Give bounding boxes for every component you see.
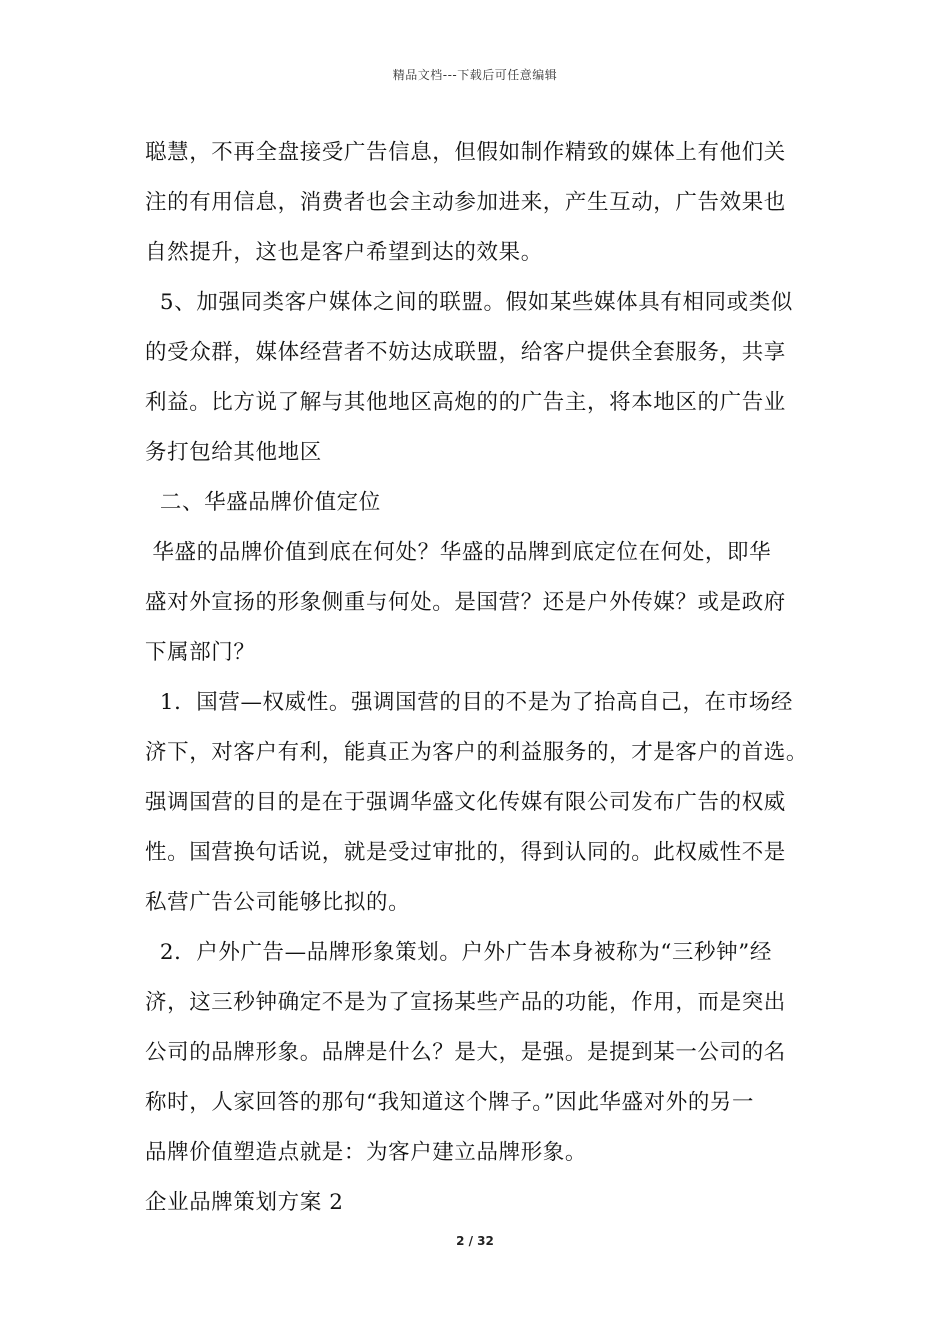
document-body [145,128,815,1228]
text-line: 公司的品牌形象。品牌是什么？是大，是强。是提到某一公司的名 [145,1040,786,1065]
text-line: 的受众群，媒体经营者不妨达成联盟，给客户提供全套服务，共享 [145,340,786,365]
text-line: 性。国营换句话说，就是受过审批的，得到认同的。此权威性不是 [145,840,786,865]
text-line: 济，这三秒钟确定不是为了宣扬某些产品的功能，作用，而是突出 [145,990,786,1015]
text-line: 2．户外广告—品牌形象策划。户外广告本身被称为“三秒钟”经 [145,940,772,965]
page-header: 精品文档---下载后可任意编辑 [392,68,558,82]
text-line: 利益。比方说了解与其他地区高炮的的广告主，将本地区的广告业 [145,390,786,415]
text-line: 自然提升，这也是客户希望到达的效果。 [145,240,543,265]
text-line: 济下，对客户有利，能真正为客户的利益服务的，才是客户的首选。 [145,740,809,765]
text-line: 称时，人家回答的那句“我知道这个牌子。”因此华盛对外的另一 [145,1090,755,1115]
text-line: 务打包给其他地区 [145,440,322,465]
text-line: 品牌价值塑造点就是：为客户建立品牌形象。 [145,1140,588,1165]
text-line: 华盛的品牌价值到底在何处？华盛的品牌到底定位在何处，即华 [145,540,772,565]
text-line: 强调国营的目的是在于强调华盛文化传媒有限公司发布广告的权威 [145,790,786,815]
text-line: 5、加强同类客户媒体之间的联盟。假如某些媒体具有相同或类似 [145,290,793,315]
page-number: 2 / 32 [456,1234,494,1248]
text-line: 注的有用信息，消费者也会主动参加进来，产生互动，广告效果也 [145,190,786,215]
section-title: 企业品牌策划方案 2 [145,1190,344,1215]
text-line: 下属部门？ [145,640,256,665]
section-heading: 二、华盛品牌价值定位 [145,490,381,515]
text-line: 盛对外宣扬的形象侧重与何处。是国营？还是户外传媒？或是政府 [145,590,786,615]
text-line: 聪慧，不再全盘接受广告信息，但假如制作精致的媒体上有他们关 [145,140,786,165]
text-line: 1．国营—权威性。强调国营的目的不是为了抬高自己，在市场经 [145,690,793,715]
text-line: 私营广告公司能够比拟的。 [145,890,411,915]
